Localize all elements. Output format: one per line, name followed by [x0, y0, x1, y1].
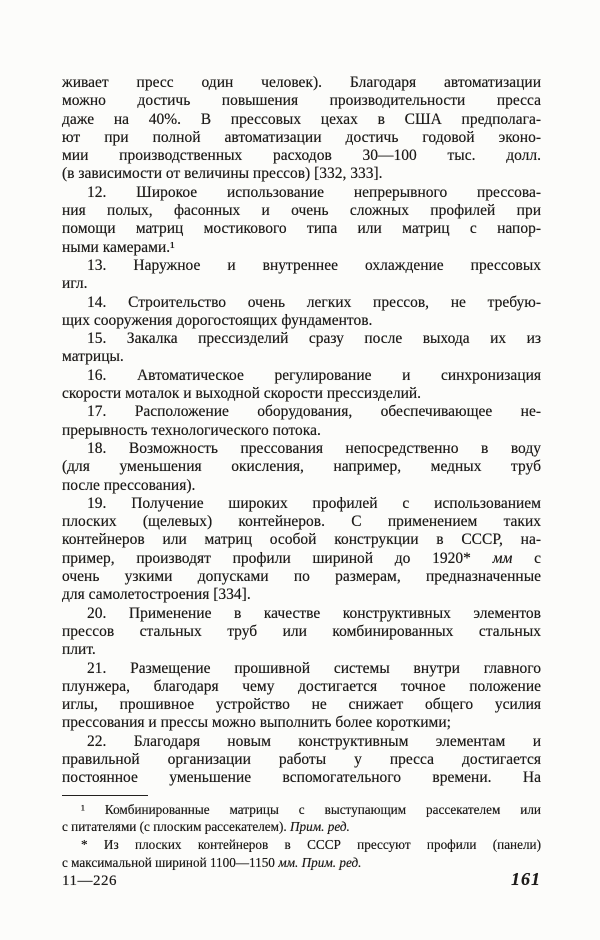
- text-line: 19. Получение широких профилей с использованием: [87, 494, 541, 512]
- text-line: плит.: [62, 641, 96, 659]
- text-line: * Из плоских контейнеров в СССР прессуют профили (панели): [81, 837, 541, 853]
- text-line: ют при полной автоматизации достичь годовой эконо-: [62, 128, 541, 146]
- text-line: 17. Расположение оборудования, обеспечивающее не-: [87, 403, 541, 421]
- text-line: 20. Применение в качестве конструктивных элементов: [87, 604, 541, 622]
- text-line: прерывность технологического потока.: [62, 421, 321, 439]
- text-line: (в зависимости от величины прессов) [332, 333].: [62, 165, 383, 183]
- text-line: щих сооружения дорогостоящих фундаментов.: [62, 311, 373, 329]
- text-line: плунжера, благодаря чему достигается точное положение: [62, 677, 541, 695]
- page-footer: [62, 869, 541, 890]
- text-line: 21. Размещение прошивной системы внутри главного: [87, 659, 541, 677]
- text-line: плоских (щелевых) контейнеров. С применением таких: [62, 513, 541, 531]
- text-line: иглы, прошивное устройство не снижает общего усилия: [62, 696, 541, 714]
- text-line: прессов стальных труб или комбинированных стальных: [62, 622, 541, 640]
- text-line: можно достичь повышения производительности пресса: [62, 92, 541, 110]
- text-line: прессования и прессы можно выполнить более короткими;: [62, 714, 451, 732]
- text-line: с питателями (с плоским рассекателем). Прим. ред.: [62, 819, 350, 835]
- text-line: ¹ Комбинированные матрицы с выступающим рассекателем или: [81, 801, 541, 817]
- text-line: 16. Автоматическое регулирование и синхронизация: [87, 366, 541, 384]
- text-line: с максимальной шириной 1100—1150 мм. Прим. ред.: [62, 855, 362, 871]
- text-line: даже на 40%. В прессовых цехах в США предполага-: [62, 110, 541, 128]
- text-line: постоянное уменьшение вспомогательного времени. На: [62, 769, 541, 787]
- text-line: ными камерами.¹: [62, 238, 175, 256]
- text-line: правильной организации работы у пресса достигается: [62, 750, 541, 768]
- text-line: 22. Благодаря новым конструктивным элементам и: [87, 732, 541, 750]
- text-line: матрицы.: [62, 348, 124, 366]
- text-line: мии производственных расходов 30—100 тыс. долл.: [62, 147, 541, 165]
- text-line: пример, производят профили шириной до 1920* мм с: [62, 549, 541, 567]
- footnote-separator-rule: [62, 795, 148, 796]
- text-line: очень узкими допусками по размерам, предназначенные: [62, 568, 541, 586]
- page-number: 161: [511, 869, 541, 889]
- text-line: ния полых, фасонных и очень сложных профилей при: [62, 202, 541, 220]
- footnotes: [62, 801, 541, 873]
- text-line: 18. Возможность прессования непосредственно в воду: [87, 439, 541, 457]
- print-signature: 11—226: [62, 873, 117, 889]
- text-column: [62, 74, 541, 872]
- text-line: скорости моталок и выходной скорости прессизделий.: [62, 385, 422, 403]
- text-line: после прессования).: [62, 476, 196, 494]
- main-text: [62, 74, 541, 788]
- text-line: живает пресс один человек). Благодаря автоматизации: [62, 74, 541, 91]
- text-line: для самолетостроения [334].: [62, 586, 251, 604]
- text-line: 12. Широкое использование непрерывного прессова-: [87, 183, 541, 201]
- text-line: 15. Закалка прессизделий сразу после выхода их из: [87, 330, 541, 348]
- text-line: (для уменьшения окисления, например, медных труб: [62, 458, 541, 476]
- text-line: игл.: [62, 275, 88, 293]
- text-line: 13. Наружное и внутреннее охлаждение прессовых: [87, 256, 541, 274]
- text-line: помощи матриц мостикового типа или матриц с напор-: [62, 220, 541, 238]
- text-line: контейнеров или матриц особой конструкции в СССР, на-: [62, 531, 541, 549]
- text-line: 14. Строительство очень легких прессов, не требую-: [87, 293, 541, 311]
